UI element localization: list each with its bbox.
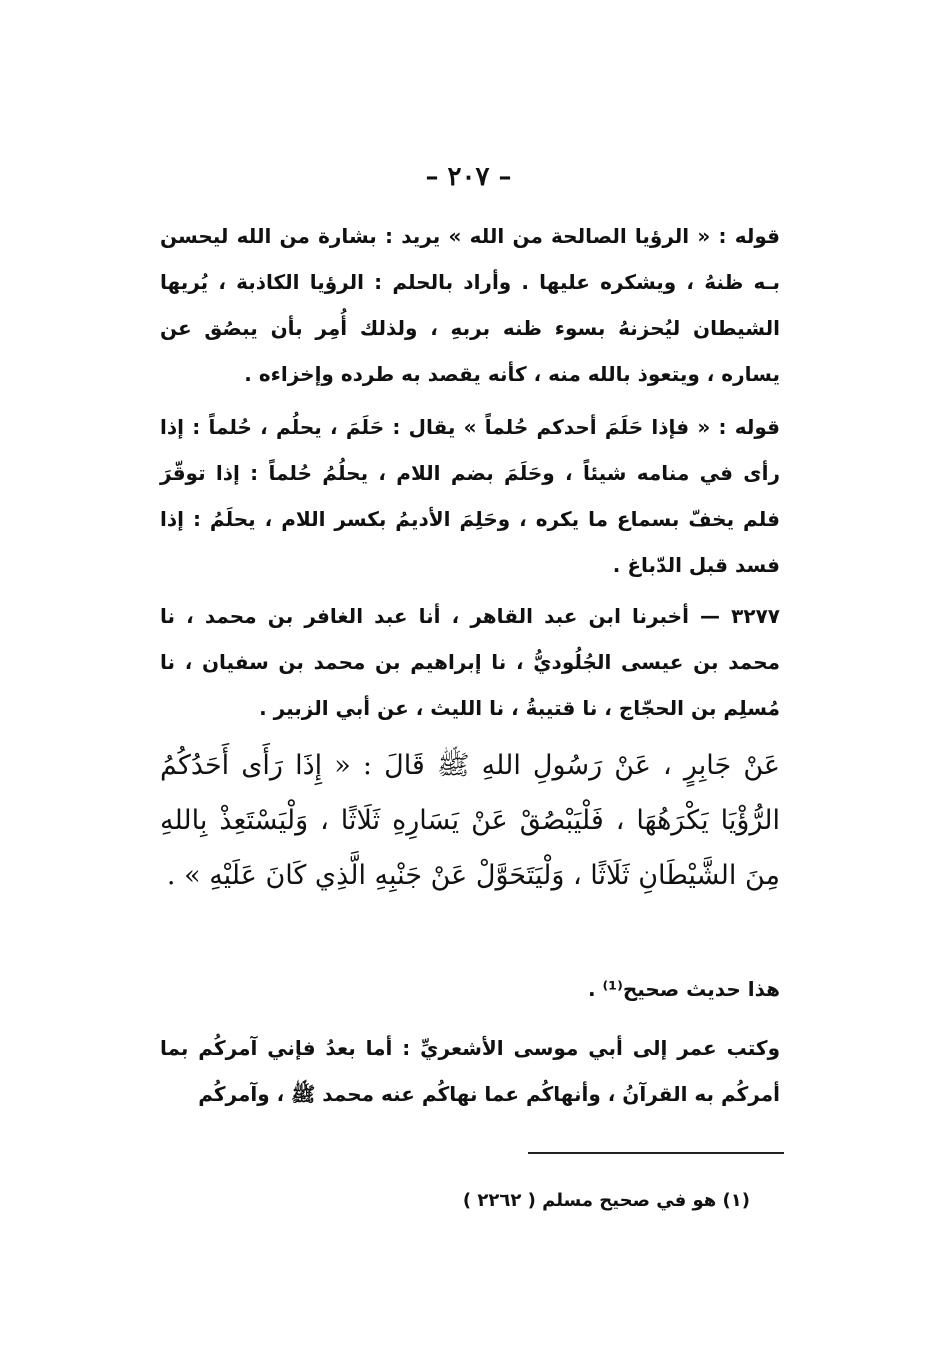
page-number: – ٢٠٧ – (425, 162, 512, 192)
footnote-divider (528, 1152, 784, 1154)
hadith-text: عَنْ جَابِرٍ ، عَنْ رَسُولِ اللهِ ﷺ قَالَ : « إِذَا رَأَى أَحَدُكُمُ الرُّؤْيَا يَكْرَهُهَا ، فَلْيَبْصُقْ عَنْ يَسَارِهِ ثَلَاثًا ، وَلْيَسْتَعِذْ بِاللهِ مِنَ الشَّيْطَانِ ثَلَاثًا ، وَلْيَتَحَوَّلْ عَنْ جَنْبِهِ الَّذِي كَانَ عَلَيْهِ » . (160, 750, 780, 891)
umar-letter-paragraph: وكتب عمر إلى أبي موسى الأشعريِّ : أما بعدُ فإني آمركُم بما أمركُم به القرآنُ ، وأنهاكُم عما نهاكُم عنه محمد ﷺ ، وآمركُم (160, 1036, 780, 1106)
hadith-chain-3277: ٣٢٧٧ — أخبرنا ابن عبد القاهر ، أنا عبد الغافر بن محمد ، نا محمد بن عيسى الجُلُوديُّ ، نا إبراهيم بن محمد بن سفيان ، نا مُسلِم بن الحجّاج ، نا قتيبةُ ، نا الليث ، عن أبي الزبير . (160, 604, 780, 720)
commentary-paragraph-1: قوله : « الرؤيا الصالحة من الله » يريد : بشارة من الله ليحسن بـه ظنهُ ، ويشكره عليها . وأراد بالحلم : الرؤيا الكاذبة ، يُريها الشيطان ليُحزنهُ بسوء ظنه بربهِ ، ولذلك أُمِر بأن يبصُق عن يساره ، ويتعوذ بالله منه ، كأنه يقصد به طرده وإخزاءه . (160, 224, 780, 386)
hadith-grading: هذا حديث صحيح⁽¹⁾ . (587, 977, 780, 1001)
footnote: (١) هو في صحيح مسلم ( ٢٢٦٢ ) (462, 1190, 750, 1211)
commentary-paragraph-2: قوله : « فإذا حَلَمَ أحدكم حُلماً » يقال : حَلَمَ ، يحلُم ، حُلماً : إذا رأى في منامه شيئاً ، وحَلَمَ بضم اللام ، يحلُمُ حُلماً : إذا توقّرَ فلم يخفّ بسماع ما يكره ، وحَلِمَ الأديمُ بكسر اللام ، يحلَمُ : إذا فسد قبل الدّباغ . (160, 415, 780, 577)
